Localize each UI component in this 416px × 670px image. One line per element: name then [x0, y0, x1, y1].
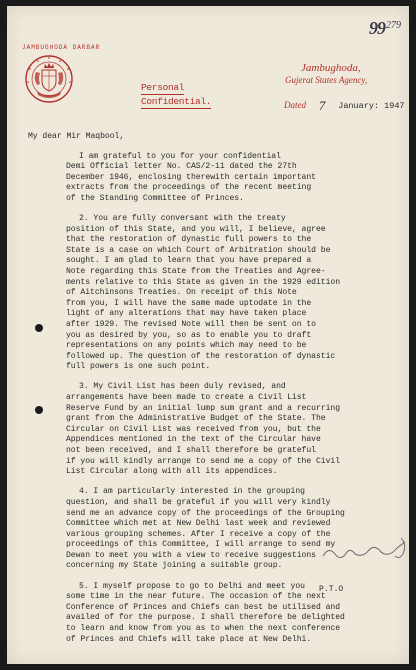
paragraph-line: question, and shall be grateful if you will very kindly	[66, 497, 331, 507]
seal-text: JAMBUGHODA DARBAR	[22, 44, 101, 51]
paragraph-line: Demi Official letter No. CAS/2-11 dated the 27th	[66, 162, 297, 172]
paragraph-line: of Princes and Chiefs will take place at New Delhi.	[66, 634, 312, 644]
paragraph-line: to learn and know from you as to when the next conference	[66, 623, 341, 633]
paragraph-line: position of this State, and you will, I believe, agree	[66, 224, 326, 234]
paragraph-line: I am grateful to you for your confidential	[79, 151, 281, 161]
paragraph-line: Conference of Princes and Chiefs can best be utilised and	[66, 602, 341, 612]
punch-hole	[35, 406, 43, 414]
classification-personal: Personal	[141, 82, 185, 93]
paragraph-line: 4. I am particularly interested in the grouping	[79, 487, 305, 497]
paragraph-line: December 1946, enclosing therewith certain important	[66, 172, 316, 182]
classification-block	[141, 81, 211, 109]
paragraph-line: ments relative to this State as given in the 1929 edition	[66, 277, 341, 287]
paragraph-line: proceedings of this Committee, I will arrange to send my	[66, 540, 336, 550]
paragraph-line: Circular on Civil List was received from you, but the	[66, 424, 321, 434]
date-month-year: January: 1947	[338, 101, 405, 111]
paragraph-line: full powers is one such point.	[66, 362, 211, 372]
letterhead	[285, 62, 405, 85]
classification-confidential: Confidential.	[141, 96, 212, 107]
paragraph-line: some time in the near future. The occasion of the next	[66, 592, 326, 602]
paragraph-line: from you, I will have the same made uptodate in the	[66, 298, 312, 308]
paragraph-line: availed of for the purpose. I shall therefore be delighted	[66, 613, 345, 623]
paragraph-list	[28, 152, 403, 646]
date-line	[284, 98, 405, 114]
file-reference-annotation	[369, 18, 401, 39]
paragraph-line: sought. I am glad to learn that you have prepared a	[66, 256, 312, 266]
paragraph-line: if you will kindly arrange to send me a copy of the Civil	[66, 456, 341, 466]
paragraph-line: 3. My Civil List has been duly revised, and	[79, 382, 286, 392]
crest-icon	[22, 54, 76, 106]
pto-marker: P.T.O	[319, 585, 344, 594]
paragraph-line: you as desired by you, so as to enable you to draft	[66, 330, 312, 340]
paragraph-line: not been received, and I shall therefore be grateful	[66, 446, 316, 456]
paragraph-line: of Aitchinsons Treaties. On receipt of this Note	[66, 288, 297, 298]
paragraph-line: extracts from the proceedings of the recent meeting	[66, 183, 312, 193]
paragraph-line: concerning my State joining a suitable group.	[66, 561, 283, 571]
paragraph-line: after 1929. The revised Note will then be sent on to	[66, 320, 316, 329]
date-label: Dated	[284, 100, 306, 110]
paragraph-line: grant from the Administrative Budget of the State. The	[66, 414, 326, 424]
paragraph-line: representations on any points which may need to be	[66, 341, 307, 351]
paragraph-line: 5. I myself propose to go to Delhi and meet you	[79, 581, 305, 591]
paragraph-line: followed up. The question of the restoration of dynastic	[66, 351, 336, 361]
paragraph-1	[28, 152, 403, 205]
paragraph-line: of the Standing Committee of Princes.	[66, 193, 244, 203]
paragraph-line: Note regarding this State from the Treaties and Agree-	[66, 267, 326, 277]
paragraph-line: State is a case on which Court of Arbitration should be	[66, 245, 331, 255]
paragraph-line: Appendices mentioned in the text of the Circular have	[66, 435, 321, 445]
paragraph-line: List Circular along with all its appendices.	[66, 467, 278, 477]
salutation: My dear Mir Maqbool,	[28, 132, 125, 141]
paragraph-line: that the restoration of dynastic full powers to the	[66, 235, 312, 245]
file-reference-sub: 279	[386, 20, 401, 31]
state-seal-emblem	[22, 44, 101, 106]
letterhead-place: Jambughoda,	[301, 62, 361, 74]
paragraph-line: Reserve Fund by an initial lump sum grant and a recurring	[66, 403, 341, 413]
file-reference-main: 99	[369, 18, 385, 38]
letter-sheet	[7, 6, 409, 664]
handwritten-initials-icon	[319, 534, 409, 564]
paragraph-line: light of any alterations that may have taken place	[66, 309, 307, 319]
paragraph-3	[28, 382, 403, 477]
date-day: 7	[318, 98, 326, 113]
punch-hole	[35, 324, 43, 332]
paragraph-line: 2. You are fully conversant with the treaty	[79, 214, 286, 224]
paragraph-line: arrangements have been made to create a Civil List	[66, 393, 307, 403]
paragraph-line: Dewan to meet you with a view to receive suggestions	[66, 550, 316, 560]
paragraph-2	[28, 214, 403, 373]
paragraph-5	[28, 582, 403, 646]
paragraph-line: various grouping schemes. After I receive a copy of the	[66, 529, 331, 539]
paragraph-line: send me an advance copy of the proceedings of the Grouping	[66, 508, 345, 518]
letterhead-agency: Gujerat States Agency,	[285, 75, 368, 85]
paragraph-line: Committee which met at New Delhi last week and reviewed	[66, 519, 331, 529]
letter-body	[28, 132, 403, 655]
